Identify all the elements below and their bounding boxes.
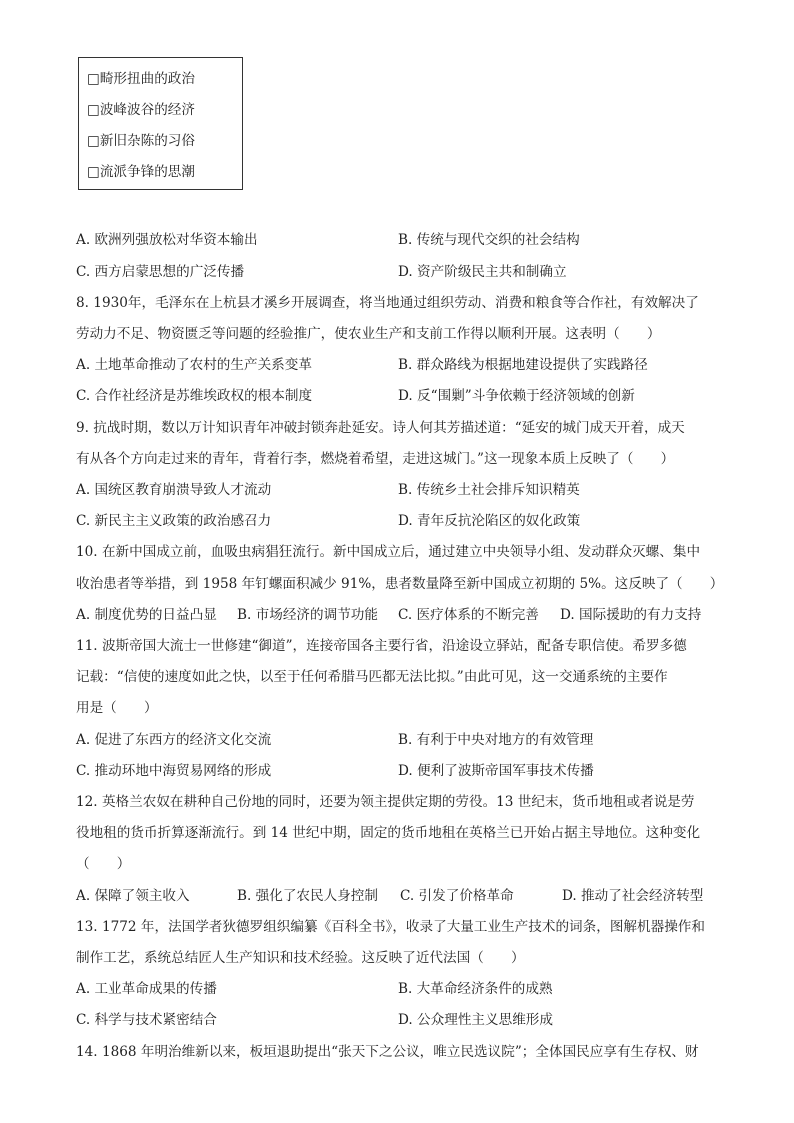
q11-stem-line: 11. 波斯帝国大流士一世修建“御道”，连接帝国各主要行省，沿途设立驿站，配备专职信使。希罗多德 [76,638,687,654]
q11-option-b: B. 有利于中央对地方的有效管理 [398,732,594,748]
q12-option-c: C. 引发了价格革命 [400,888,514,904]
q12-option-d: D. 推动了社会经济转型 [562,888,704,904]
box-item: □新旧杂陈的习俗 [87,133,195,149]
q12-stem-line: 12. 英格兰农奴在耕种自己份地的同时，还要为领主提供定期的劳役。13 世纪末，货币地租或者说是劳 [76,794,695,810]
q10-option-d: D. 国际援助的有力支持 [560,607,702,623]
q11-option-a: A. 促进了东西方的经济文化交流 [76,732,272,748]
q7-option-a: A. 欧洲列强放松对华资本输出 [76,232,258,248]
q13-stem-line: 制作工艺，系统总结匠人生产知识和技术经验。这反映了近代法国（ ） [76,950,525,966]
q10-stem-line: 10. 在新中国成立前，血吸虫病猖狂流行。新中国成立后，通过建立中央领导小组、发动群众灭螺、集中 [76,544,701,560]
q10-option-b: B. 市场经济的调节功能 [237,607,378,623]
box-item: □波峰波谷的经济 [87,102,195,118]
q11-stem-line: 记载：“信使的速度如此之快，以至于任何希腊马匹都无法比拟。”由此可见，这一交通系统的主要作 [76,669,668,685]
q7-option-d: D. 资产阶级民主共和制确立 [398,264,567,280]
q12-option-a: A. 保障了领主收入 [76,888,190,904]
q7-option-b: B. 传统与现代交织的社会结构 [398,232,580,248]
q8-option-c: C. 合作社经济是苏维埃政权的根本制度 [76,388,313,404]
box-item: □畸形扭曲的政治 [87,71,195,87]
q8-option-a: A. 土地革命推动了农村的生产关系变革 [76,357,312,373]
q13-option-a: A. 工业革命成果的传播 [76,981,217,997]
q10-option-c: C. 医疗体系的不断完善 [398,607,539,623]
q8-stem-line: 8. 1930年，毛泽东在上杭县才溪乡开展调查，将当地通过组织劳动、消费和粮食等合作社，有效解决了 [76,295,699,311]
q10-stem-line: 收治患者等举措，到 1958 年钉螺面积减少 91%，患者数量降至新中国成立初期的 5%。这反映了（ ） [76,576,724,592]
box-item: □流派争锋的思潮 [87,164,195,180]
q11-option-d: D. 便利了波斯帝国军事技术传播 [398,763,594,779]
q9-option-b: B. 传统乡土社会排斥知识精英 [398,482,580,498]
bordered-text-box [78,57,243,190]
q10-option-a: A. 制度优势的日益凸显 [76,607,217,623]
q8-option-b: B. 群众路线为根据地建设提供了实践路径 [398,357,648,373]
q9-option-d: D. 青年反抗沦陷区的奴化政策 [398,513,581,529]
q12-stem-line: 役地租的货币折算逐渐流行。到 14 世纪中期，固定的货币地租在英格兰已开始占据主导地位。这种变化 [76,825,701,841]
q9-option-c: C. 新民主主义政策的政治感召力 [76,513,272,529]
q13-option-b: B. 大革命经济条件的成熟 [398,981,553,997]
q12-option-b: B. 强化了农民人身控制 [237,888,378,904]
q14-stem-line: 14. 1868 年明治维新以来，板垣退助提出“张天下之公议，唯立民选议院”；全体国民应享有生存权、财 [76,1044,699,1060]
q13-option-d: D. 公众理性主义思维形成 [398,1012,553,1028]
q12-stem-line: （ ） [76,856,131,872]
q7-option-c: C. 西方启蒙思想的广泛传播 [76,264,245,280]
q13-option-c: C. 科学与技术紧密结合 [76,1012,217,1028]
q13-stem-line: 13. 1772 年，法国学者狄德罗组织编纂《百科全书》，收录了大量工业生产技术的词条，图解机器操作和 [76,919,705,935]
q9-stem-line: 9. 抗战时期，数以万计知识青年冲破封锁奔赴延安。诗人何其芳描述道：“延安的城门成天开着，成天 [76,420,685,436]
q11-option-c: C. 推动环地中海贸易网络的形成 [76,763,272,779]
q8-stem-line: 劳动力不足、物资匮乏等问题的经验推广，使农业生产和支前工作得以顺利开展。这表明（ ） [76,326,661,342]
q11-stem-line: 用是（ ） [76,700,158,716]
q9-option-a: A. 国统区教育崩溃导致人才流动 [76,482,272,498]
q8-option-d: D. 反“围剿”斗争依赖于经济领域的创新 [398,388,635,404]
q9-stem-line: 有从各个方向走过来的青年，背着行李，燃烧着希望，走进这城门。”这一现象本质上反映了（ ） [76,451,675,467]
